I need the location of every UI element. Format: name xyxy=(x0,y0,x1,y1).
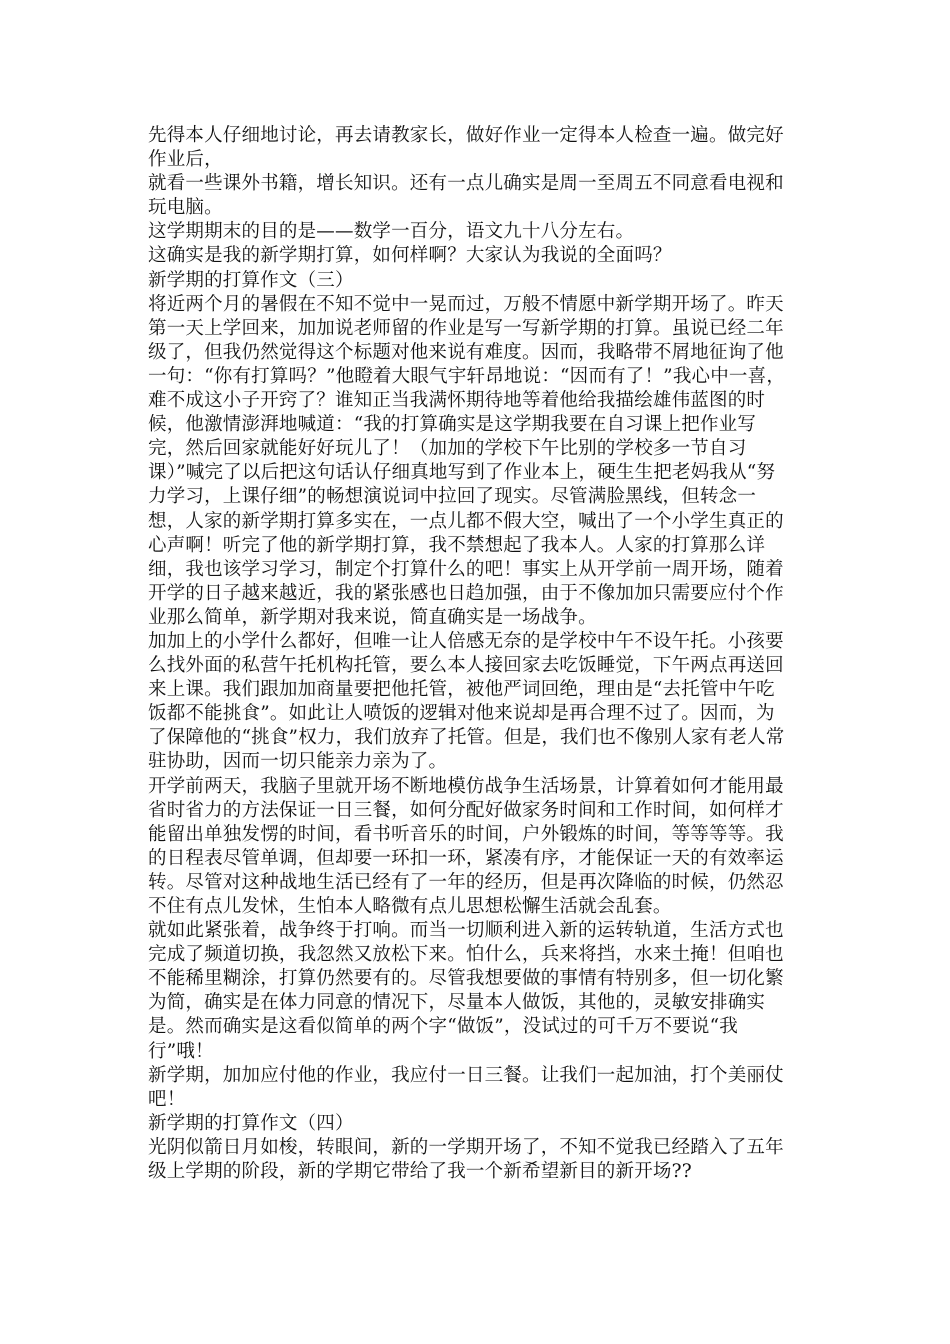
text-line: 新学期，加加应付他的作业，我应付一日三餐。让我们一起加油，打个美丽仗 xyxy=(148,1064,784,1086)
text-line: 作业后， xyxy=(148,149,223,171)
text-line: 第一天上学回来，加加说老师留的作业是写一写新学期的打算。虽说已经二年 xyxy=(148,317,784,339)
document-body xyxy=(148,124,808,1184)
text-line: 心声啊！听完了他的新学期打算，我不禁想起了我本人。人家的打算那么详 xyxy=(148,534,766,556)
text-line: 玩电脑。 xyxy=(148,197,223,219)
text-line: 来上课。我们跟加加商量要把他托管，被他严词回绝，理由是“去托管中午吃 xyxy=(148,679,775,701)
text-line: 不住有点儿发怵，生怕本人略微有点儿思想松懈生活就会乱套。 xyxy=(148,896,672,917)
text-line: 为简，确实是在体力同意的情况下，尽量本人做饭，其他的，灵敏安排确实 xyxy=(148,992,766,1014)
text-line: 完，然后回家就能好好玩儿了！（加加的学校下午比别的学校多一节自习 xyxy=(148,438,747,460)
text-line: 将近两个月的暑假在不知不觉中一晃而过，万般不情愿中新学期开场了。昨天 xyxy=(148,293,784,315)
text-line: 了保障他的“挑食”权力，我们放弃了托管。但是，我们也不像别人家有老人常 xyxy=(148,727,785,749)
text-line: 想，人家的新学期打算多实在，一点儿都不假大空，喊出了一个小学生真正的 xyxy=(148,510,784,532)
text-line: 就如此紧张着，战争终于打响。而当一切顺利进入新的运转轨道，生活方式也 xyxy=(148,920,784,942)
text-line: 细，我也该学习学习，制定个打算什么的吧！事实上从开学前一周开场，随着 xyxy=(148,558,784,580)
text-line: 完成了频道切换，我忽然又放松下来。怕什么，兵来将挡，水来土掩！但咱也 xyxy=(148,944,784,966)
text-line: 加加上的小学什么都好，但唯一让人倍感无奈的是学校中午不设午托。小孩要 xyxy=(148,630,784,652)
text-line: 级上学期的阶段，新的学期它带给了我一个新希望新目的新开场?? xyxy=(148,1161,692,1183)
text-line: 就看一些课外书籍，增长知识。还有一点儿确实是周一至周五不同意看电视和 xyxy=(148,173,784,195)
text-line: 吧！ xyxy=(148,1088,186,1110)
text-line: 课）”喊完了以后把这句话认仔细真地写到了作业本上，硬生生把老妈我从“努 xyxy=(148,462,776,484)
text-line: 这学期期末的目的是——数学一百分，语文九十八分左右。 xyxy=(148,221,635,243)
text-line: 力学习，上课仔细”的畅想演说词中拉回了现实。尽管满脸黑线，但转念一 xyxy=(148,486,757,508)
text-line: 省时省力的方法保证一日三餐，如何分配好做家务时间和工作时间，如何样才 xyxy=(148,799,784,821)
text-line: 开学前两天，我脑子里就开场不断地模仿战争生活场景，计算着如何才能用最 xyxy=(148,775,784,797)
text-line: 么找外面的私营午托机构托管，要么本人接回家去吃饭睡觉，下午两点再送回 xyxy=(148,655,784,677)
text-line: 驻协助，因而一切只能亲力亲为了。 xyxy=(148,751,448,773)
text-line: 业那么简单，新学期对我来说，简直确实是一场战争。 xyxy=(148,606,597,628)
text-line: 能留出单独发愣的时间，看书听音乐的时间，户外锻炼的时间，等等等等。我 xyxy=(148,823,784,845)
text-line: 转。尽管对这种战地生活已经有了一年的经历，但是再次降临的时候，仍然忍 xyxy=(148,871,784,893)
text-line: 候，他激情澎湃地喊道：“我的打算确实是这学期我要在自习课上把作业写 xyxy=(148,414,757,436)
text-line: 难不成这小子开窍了？谁知正当我满怀期待地等着他给我描绘雄伟蓝图的时 xyxy=(148,390,766,412)
text-line: 这确实是我的新学期打算，如何样啊？大家认为我说的全面吗？ xyxy=(148,245,672,267)
text-line: 是。然而确实是这看似简单的两个字“做饭”，没试过的可千万不要说“我 xyxy=(148,1016,738,1038)
text-line: 一句：“你有打算吗？”他瞪着大眼气宇轩昂地说：“因而有了！”我心中一喜， xyxy=(148,365,786,387)
text-line: 级了，但我仍然觉得这个标题对他来说有难度。因而，我略带不屑地征询了他 xyxy=(148,341,784,363)
section-heading: 新学期的打算作文（三） xyxy=(148,269,354,291)
text-line: 开学的日子越来越近，我的紧张感也日趋加强，由于不像加加只需要应付个作 xyxy=(148,582,784,604)
text-line: 的日程表尽管单调，但却要一环扣一环，紧凑有序，才能保证一天的有效率运 xyxy=(148,847,784,869)
section-heading: 新学期的打算作文（四） xyxy=(148,1112,354,1134)
text-line: 先得本人仔细地讨论，再去请教家长，做好作业一定得本人检查一遍。做完好 xyxy=(148,125,784,146)
text-line: 光阴似箭日月如梭，转眼间，新的一学期开场了，不知不觉我已经踏入了五年 xyxy=(148,1136,784,1158)
text-line: 饭都不能挑食”。如此让人喷饭的逻辑对他来说却是再合理不过了。因而，为 xyxy=(148,703,775,725)
text-line: 不能稀里糊涂，打算仍然要有的。尽管我想要做的事情有特别多，但一切化繁 xyxy=(148,968,784,990)
text-line: 行”哦！ xyxy=(148,1040,214,1062)
